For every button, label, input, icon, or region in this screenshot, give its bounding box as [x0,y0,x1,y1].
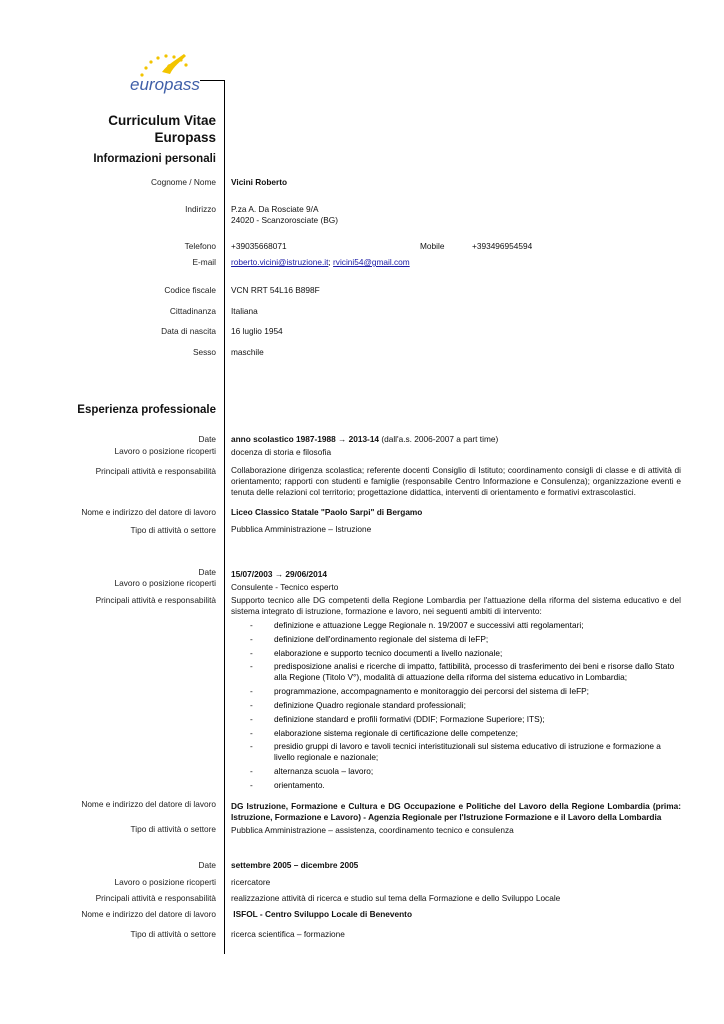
job3-date-label: Date [198,860,216,870]
phone-value: +39035668071 [231,241,287,251]
job1-sector-value: Pubblica Amministrazione – Istruzione [231,524,372,534]
job1-sector-label: Tipo di attività o settore [130,525,216,535]
sex-label: Sesso [192,347,216,357]
job2-activities-value: Supporto tecnico alle DG competenti della Regione Lombardia per l'attuazione della riforma del sistema educativo e del sistema integrato di istruzione, formazione e lavoro, nei seguenti ambiti di intervento: [231,595,681,616]
mobile-value: +393496954594 [472,241,533,251]
job1-activities-label: Principali attività e responsabilità [95,466,216,476]
list-item: - presidio gruppi di lavoro e tavoli tecnici interistituzionali sul sistema educativo di istruzione e formazione a livello regionale e nazionale; [250,741,661,763]
address-value [231,204,681,226]
job3-position-label: Lavoro o posizione ricoperti [114,877,216,887]
email-label: E-mail [192,257,216,267]
job3-date-value: settembre 2005 – dicembre 2005 [231,860,359,870]
job1-employer-label: Nome e indirizzo del datore di lavoro [81,507,216,517]
job1-employer-value: Liceo Classico Statale "Paolo Sarpi" di Bergamo [231,507,423,517]
name-label: Cognome / Nome [150,177,216,187]
job2-position-label: Lavoro o posizione ricoperti [114,578,216,588]
list-item: - orientamento. [250,779,325,790]
list-item: - alternanza scuola – lavoro; [250,766,374,777]
list-item: - programmazione, accompagnamento e monitoraggio dei percorsi del sistema di IeFP; [250,686,589,697]
svg-text:europass: europass [130,75,200,94]
list-item: - elaborazione e supporto tecnico documenti a livello nazionale; [250,647,503,658]
job2-position-value: Consulente - Tecnico esperto [231,582,339,592]
job1-date-note: (dall'a.s. 2006-2007 a part time) [379,434,499,444]
address-label: Indirizzo [185,204,216,214]
section-divider-line [224,80,225,954]
cv-title-line1: Curriculum Vitae [108,113,216,128]
list-item: - predisposizione analisi e ricerche di impatto, fattibilità, processo di trasferimento dei beni e risorse dallo Stato alla Regione (Titolo V°), modalità di attuazione della riforma del sistema educativo in Lombardia; [250,661,675,683]
job2-employer-label: Nome e indirizzo del datore di lavoro [81,799,216,809]
job3-position-value: ricercatore [231,877,271,887]
job1-position-label: Lavoro o posizione ricoperti [114,446,216,456]
job2-employer-value: DG Istruzione, Formazione e Cultura e DG Occupazione e Politiche del Lavoro della Regione Lombardia (prima: Istruzione, Formazione e Lavoro) - Agenzia Regionale per l'Istruzione Formazione e il Lavoro della Lombardia [231,801,681,822]
email-value [231,257,681,268]
email-link-1[interactable]: roberto.vicini@istruzione.it [231,257,329,267]
list-item: - definizione e attuazione Legge Regionale n. 19/2007 e successivi atti regolamentari; [250,620,584,630]
job1-date-value [231,434,681,445]
cv-title [108,112,216,146]
job3-sector-label: Tipo di attività o settore [130,929,216,939]
birth-date-label: Data di nascita [161,326,216,336]
address-line2: 24020 - Scanzorosciate (BG) [231,215,338,225]
mobile-label: Mobile [420,241,445,251]
experience-heading: Esperienza professionale [77,404,216,416]
address-line1: P.za A. Da Rosciate 9/A [231,204,319,214]
job3-employer-value: ISFOL - Centro Sviluppo Locale di Benevento [231,909,413,919]
job3-employer-label: Nome e indirizzo del datore di lavoro [81,909,216,919]
job2-activities-list [250,620,681,794]
job2-date-value: 15/07/2003 → 29/06/2014 [231,569,327,579]
job1-position-value: docenza di storia e filosofia [231,447,332,457]
birth-date-value: 16 luglio 1954 [231,326,283,336]
job2-sector-value: Pubblica Amministrazione – assistenza, coordinamento tecnico e consulenza [231,825,514,835]
citizenship-label: Cittadinanza [169,306,216,316]
job1-date-range: anno scolastico 1987-1988 → 2013-14 [231,434,380,444]
personal-info-heading: Informazioni personali [93,153,216,165]
job2-sector-label: Tipo di attività o settore [130,824,216,834]
europass-logo [124,50,214,96]
list-item: - definizione standard e profili formativi (DDIF; Formazione Superiore; ITS); [250,713,545,724]
job2-date-label: Date [198,567,216,577]
list-item: - elaborazione sistema regionale di certificazione delle competenze; [250,727,518,738]
job2-activities-label: Principali attività e responsabilità [95,595,216,605]
job1-activities-value: Collaborazione dirigenza scolastica; referente docenti Consiglio di Istituto; coordinamento consigli di classe e di attività di orientamento; rapporti con studenti e famiglie (responsabile Centro Informazione e Consulenza); organizzazione eventi e tenuta delle relazioni col territorio; progettazione didattica, interventi di orientamento e formativi extrascolastici. [231,465,681,497]
phone-label: Telefono [184,241,216,251]
citizenship-value: Italiana [231,306,258,316]
name-value: Vicini Roberto [231,177,288,187]
job3-sector-value: ricerca scientifica – formazione [231,929,345,939]
tax-code-value: VCN RRT 54L16 B898F [231,285,320,295]
email-separator: ; [328,257,331,267]
job1-date-label: Date [198,434,216,444]
list-item: - definizione dell'ordinamento regionale del sistema di IeFP; [250,633,489,644]
sex-value: maschile [231,347,264,357]
job3-activities-value: realizzazione attività di ricerca e studio sul tema della Formazione e dello Sviluppo Locale [231,893,561,903]
list-item: - definizione Quadro regionale standard professionali; [250,699,466,710]
top-rule [200,80,225,81]
email-link-2[interactable]: rvicini54@gmail.com [333,257,410,267]
job3-activities-label: Principali attività e responsabilità [95,893,216,903]
cv-title-line2: Europass [154,130,216,145]
tax-code-label: Codice fiscale [164,285,216,295]
